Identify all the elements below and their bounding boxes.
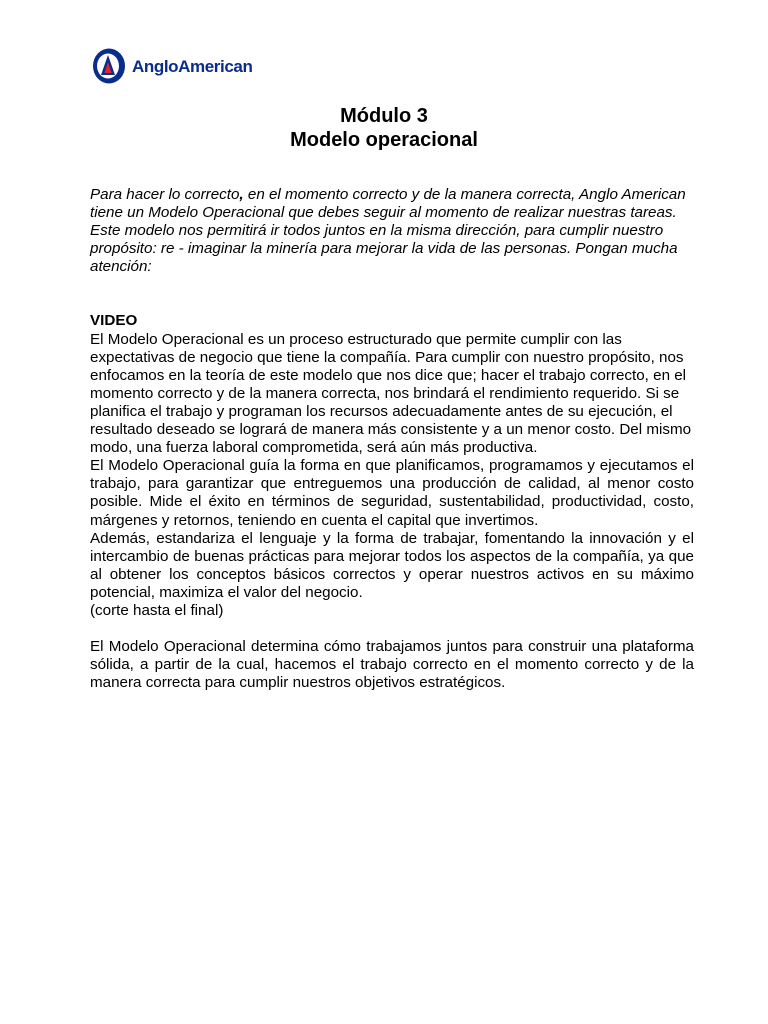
logo-wordmark: AngloAmerican <box>132 56 253 76</box>
intro-paragraph <box>90 186 694 276</box>
paragraph-spacer <box>90 620 694 638</box>
video-paragraph-3: Además, estandariza el lenguaje y la forma de trabajar, fomentando la innovación y el intercambio de buenas prácticas para mejorar todos los aspectos de la compañía, ya que al obtener los conceptos básicos correctos y operar nuestros activos en su máximo potencial, maximiza el valor del negocio. <box>90 529 694 601</box>
anglo-american-logo <box>91 46 252 86</box>
video-note: (corte hasta el final) <box>90 601 224 619</box>
module-title: Módulo 3 <box>340 105 428 127</box>
intro-text-start: Para hacer lo correcto <box>90 186 240 203</box>
video-paragraph-1: El Modelo Operacional es un proceso estructurado que permite cumplir con las expectativas de negocio que tiene la compañía. Para cumplir con nuestro propósito, nos enfocamos en la teoría de este modelo que nos dice que; hacer el trabajo correcto, en el momento correcto y de la manera correcta, nos brindará el rendimiento requerido. Si se planifica el trabajo y programan los recursos adecuadamente antes de su ejecución, el resultado deseado se logrará de manera más consistente y a un menor costo. Del mismo modo, una fuerza laboral comprometida, será aún más productiva. <box>90 330 692 457</box>
anglo-american-emblem-icon <box>91 46 129 86</box>
module-subtitle: Modelo operacional <box>290 129 478 151</box>
document-body <box>90 186 694 692</box>
intro-bold-comma: , <box>239 186 244 203</box>
document-title <box>0 104 768 152</box>
video-paragraph-2: El Modelo Operacional guía la forma en que planificamos, programamos y ejecutamos el trabajo, para garantizar que entreguemos una producción de calidad, al menor costo posible. Mide el éxito en términos de seguridad, sustentabilidad, productividad, costo, márgenes y retornos, teniendo en cuenta el capital que invertimos. <box>90 457 694 529</box>
intro-text-rest: en el momento correcto y de la manera correcta, Anglo American tiene un Modelo Operacional que debes seguir al momento de realizar nuestras tareas. Este modelo nos permitirá ir todos juntos en la misma dirección, para cumplir nuestro propósito: re - imaginar la minería para mejorar la vida de las personas. Pongan mucha atención: <box>90 186 686 276</box>
video-heading: VIDEO <box>90 312 138 330</box>
closing-paragraph: El Modelo Operacional determina cómo trabajamos juntos para construir una plataforma sólida, a partir de la cual, hacemos el trabajo correcto en el momento correcto y de la manera correcta para cumplir nuestros objetivos estratégicos. <box>90 638 694 692</box>
